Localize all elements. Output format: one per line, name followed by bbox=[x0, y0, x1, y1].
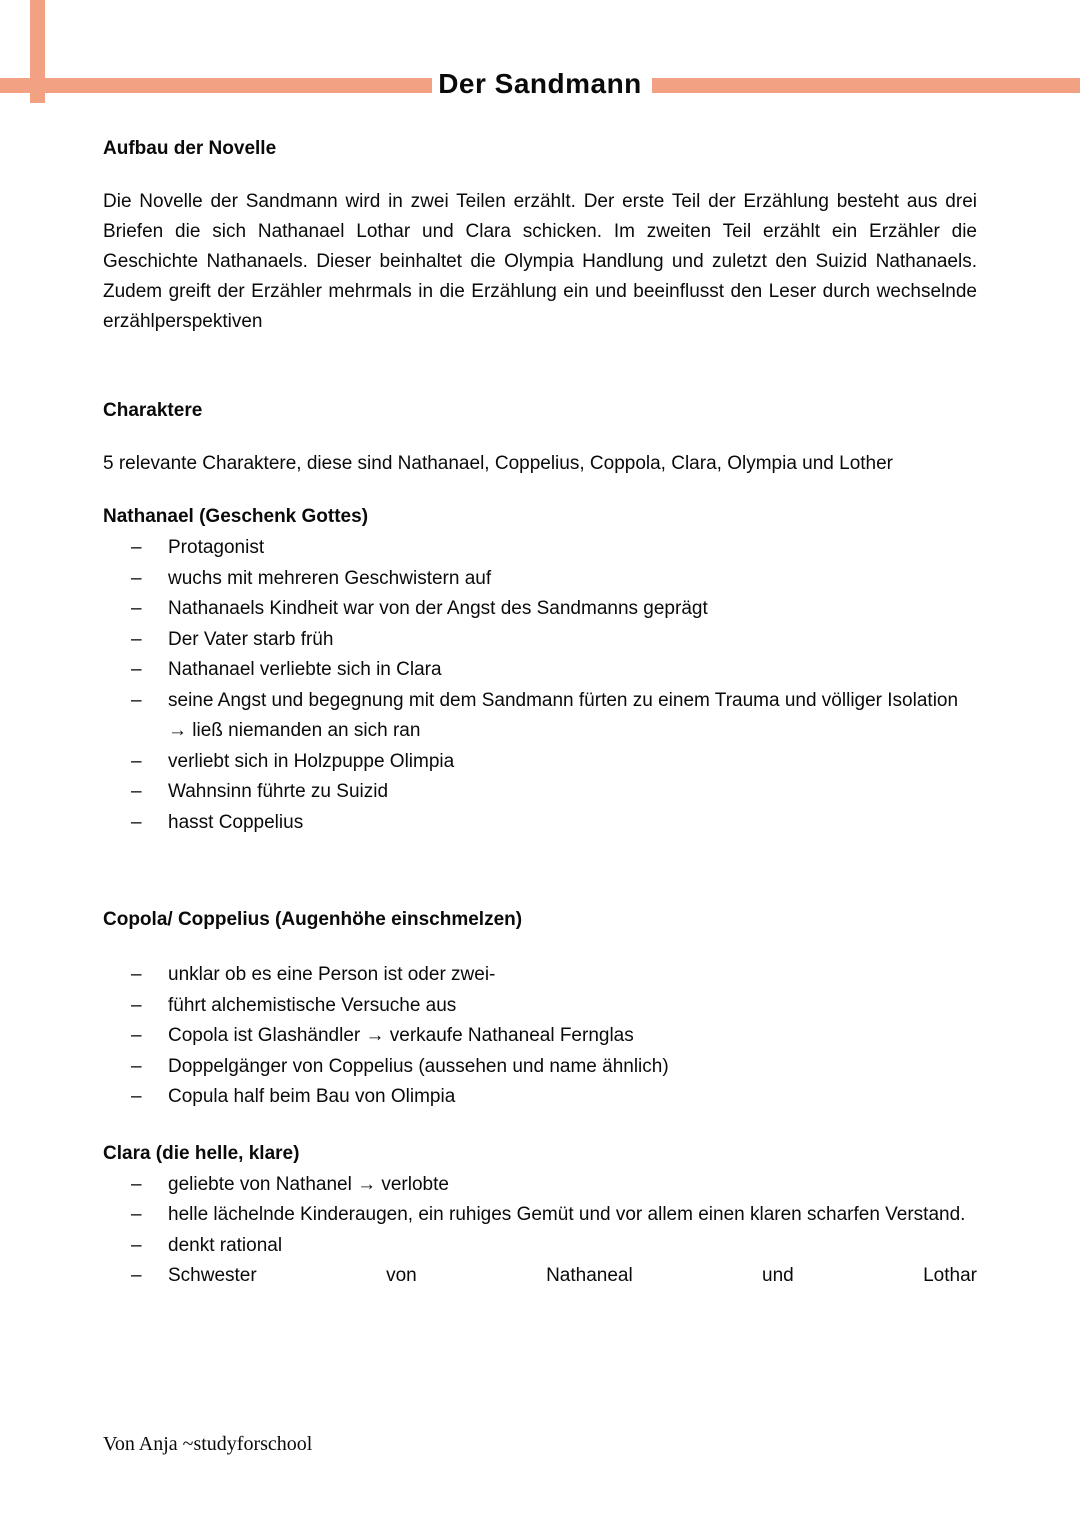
title-banner bbox=[0, 0, 1080, 108]
section-heading-charaktere: Charaktere bbox=[103, 400, 203, 421]
bullet-item: – hasst Coppelius bbox=[103, 808, 977, 839]
page-title: Der Sandmann bbox=[438, 68, 642, 99]
bullet-item: – geliebte von Nathanel → verlobte bbox=[103, 1170, 977, 1201]
bullet-list-coppelius bbox=[103, 960, 977, 1113]
section-heading-nathanael: Nathanael (Geschenk Gottes) bbox=[103, 506, 369, 527]
bullet-item: – führt alchemistische Versuche aus bbox=[103, 991, 977, 1022]
bullet-item: – verliebt sich in Holzpuppe Olimpia bbox=[103, 747, 977, 778]
bullet-item: – denkt rational bbox=[103, 1231, 977, 1262]
bullet-item: – helle lächelnde Kinderaugen, ein ruhiges Gemüt und vor allem einen klaren scharfen Verstand. bbox=[103, 1200, 977, 1231]
bullet-item: – Copola ist Glashändler → verkaufe Nathaneal Fernglas bbox=[103, 1021, 977, 1052]
bullet-item: – wuchs mit mehreren Geschwistern auf bbox=[103, 564, 977, 595]
bullet-item: – seine Angst und begegnung mit dem Sandmann fürten zu einem Trauma und völliger Isolation → ließ niemanden an sich ran bbox=[103, 686, 977, 747]
bullet-item: – Doppelgänger von Coppelius (aussehen und name ähnlich) bbox=[103, 1052, 977, 1083]
document-body bbox=[0, 137, 1080, 1292]
section-heading-clara: Clara (die helle, klare) bbox=[103, 1142, 300, 1164]
section-heading-aufbau: Aufbau der Novelle bbox=[103, 138, 277, 159]
bullet-item: – Wahnsinn führte zu Suizid bbox=[103, 777, 977, 808]
paragraph-aufbau: Die Novelle der Sandmann wird in zwei Teilen erzählt. Der erste Teil der Erzählung besteht aus drei Briefen die sich Nathanael Lothar und Clara schicken. Im zweiten Teil erzählt ein Erzähler die Geschichte Nathanaels. Dieser beinhaltet die Olympia Handlung und zuletzt den Suizid Nathanaels. Zudem greift der Erzähler mehrmals in die Erzählung ein und beeinflusst den Leser durch wechselnde erzählperspektiven bbox=[103, 191, 977, 332]
paragraph-charaktere: 5 relevante Charaktere, diese sind Nathanael, Coppelius, Coppola, Clara, Olympia und Lother bbox=[103, 453, 894, 474]
bullet-item: – Nathanaels Kindheit war von der Angst des Sandmanns geprägt bbox=[103, 594, 977, 625]
bullet-item: – Copula half beim Bau von Olimpia bbox=[103, 1082, 977, 1113]
bullet-item: – Nathanael verliebte sich in Clara bbox=[103, 655, 977, 686]
bullet-item: – unklar ob es eine Person ist oder zwei- bbox=[103, 960, 977, 991]
section-heading-coppelius: Copola/ Coppelius (Augenhöhe einschmelzen) bbox=[103, 909, 523, 930]
bullet-item: – Protagonist bbox=[103, 533, 977, 564]
bullet-item: – Schwester von Nathaneal und Lothar bbox=[103, 1261, 977, 1292]
bullet-list-nathanael bbox=[103, 533, 977, 838]
author-credit: Von Anja ~studyforschool bbox=[103, 1433, 313, 1455]
bullet-item: – Der Vater starb früh bbox=[103, 625, 977, 656]
bullet-list-clara bbox=[103, 1170, 977, 1292]
